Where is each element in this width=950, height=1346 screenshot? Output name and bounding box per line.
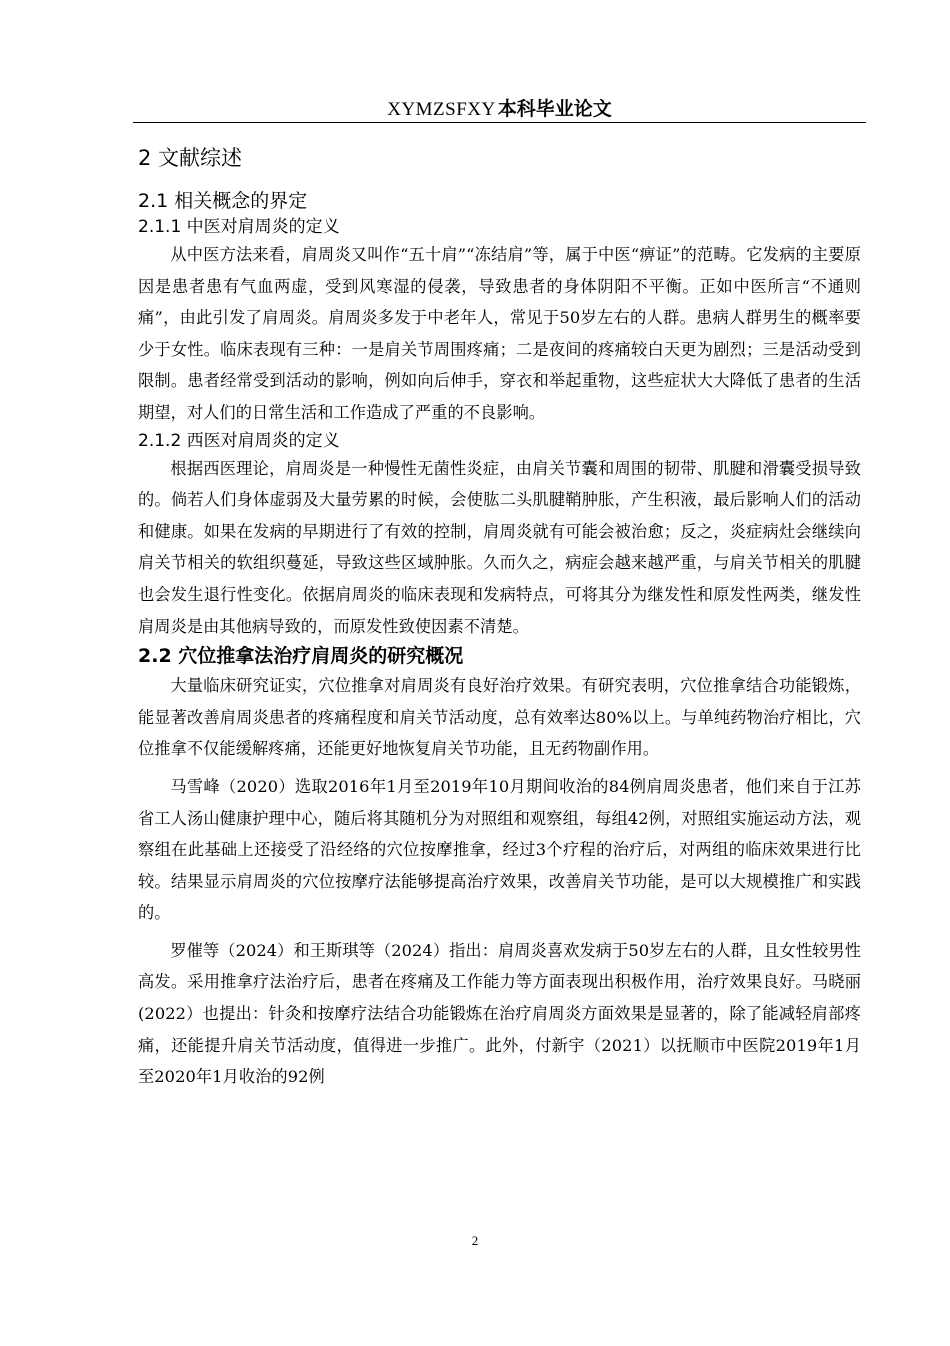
section-title-2-1: 2.1 相关概念的界定 <box>138 190 308 212</box>
page-number: 2 <box>471 1233 479 1248</box>
section-title-2-2: 2.2 穴位推拿法治疗肩周炎的研究概况 <box>138 645 464 668</box>
chapter-title: 2 文献综述 <box>138 146 243 170</box>
paragraph-2-2-2: 马雪峰（2020）选取2016年1月至2019年10月期间收治的84例肩周炎患者，他们来自于江苏省工人汤山健康护理中心，随后将其随机分为对照组和观察组，每组42例，对照组实施运动方法，观察组在此基础上还接受了沿经络的穴位按摩推拿，经过3个疗程的治疗后，对两组的临床效果进行比较。结果显示肩周炎的穴位按摩疗法能够提高治疗效果，改善肩关节功能，是可以大规模推广和实践的。 <box>138 776 861 923</box>
paragraph-2-1-2: 根据西医理论，肩周炎是一种慢性无菌性炎症，由肩关节囊和周围的韧带、肌腱和滑囊受损导致的。倘若人们身体虚弱及大量劳累的时候，会使肱二头肌腱鞘肿胀，产生积液，最后影响人们的活动和健康。如果在发病的早期进行了有效的控制，肩周炎就有可能会被治愈；反之，炎症病灶会继续向肩关节相关的软组织蔓延，导致这些区域肿胀。久而久之，病症会越来越严重，与肩关节相关的肌腱也会发生退行性变化。依据肩周炎的临床表现和发病特点，可将其分为继发性和原发性两类，继发性肩周炎是由其他病导致的，而原发性致使因素不清楚。 <box>138 458 861 636</box>
header-title: 本科毕业论文 <box>497 98 612 120</box>
subsection-title-2-1-1: 2.1.1 中医对肩周炎的定义 <box>138 217 340 237</box>
paragraph-2-2-1: 大量临床研究证实，穴位推拿对肩周炎有良好治疗效果。有研究表明，穴位推拿结合功能锻炼，能显著改善肩周炎患者的疼痛程度和肩关节活动度，总有效率达80%以上。与单纯药物治疗相比，穴位推拿不仅能缓解疼痛，还能更好地恢复肩关节功能，且无药物副作用。 <box>138 676 861 759</box>
page-body <box>138 141 861 1093</box>
paragraph-2-1-1: 从中医方法来看，肩周炎又叫作“五十肩”“冻结肩”等，属于中医“痹证”的范畴。它发病的主要原因是患者患有气血两虚，受到风寒湿的侵袭，导致患者的身体阴阳不平衡。正如中医所言“不通则痛”，由此引发了肩周炎。肩周炎多发于中老年人，常见于50岁左右的人群。患病人群男生的概率要少于女性。临床表现有三种：一是肩关节周围疼痛；二是夜间的疼痛较白天更为剧烈；三是活动受到限制。患者经常受到活动的影响，例如向后伸手，穿衣和举起重物，这些症状大大降低了患者的生活期望，对人们的日常生活和工作造成了严重的不良影响。 <box>138 245 861 422</box>
header-code: XYMZSFXY <box>387 99 496 120</box>
header-rule <box>133 122 866 123</box>
paragraph-2-2-3: 罗催等（2024）和王斯琪等（2024）指出：肩周炎喜欢发病于50岁左右的人群，且女性较男性高发。采用推拿疗法治疗后，患者在疼痛及工作能力等方面表现出积极作用，治疗效果良好。马晓丽(2022）也提出：针灸和按摩疗法结合功能锻炼在治疗肩周炎方面效果是显著的，除了能减轻肩部疼痛，还能提升肩关节活动度，值得进一步推广。此外，付新宇（2021）以抚顺市中医院2019年1月至2020年1月收治的92例 <box>138 940 861 1087</box>
subsection-title-2-1-2: 2.1.2 西医对肩周炎的定义 <box>138 430 340 451</box>
page-header <box>133 96 866 122</box>
